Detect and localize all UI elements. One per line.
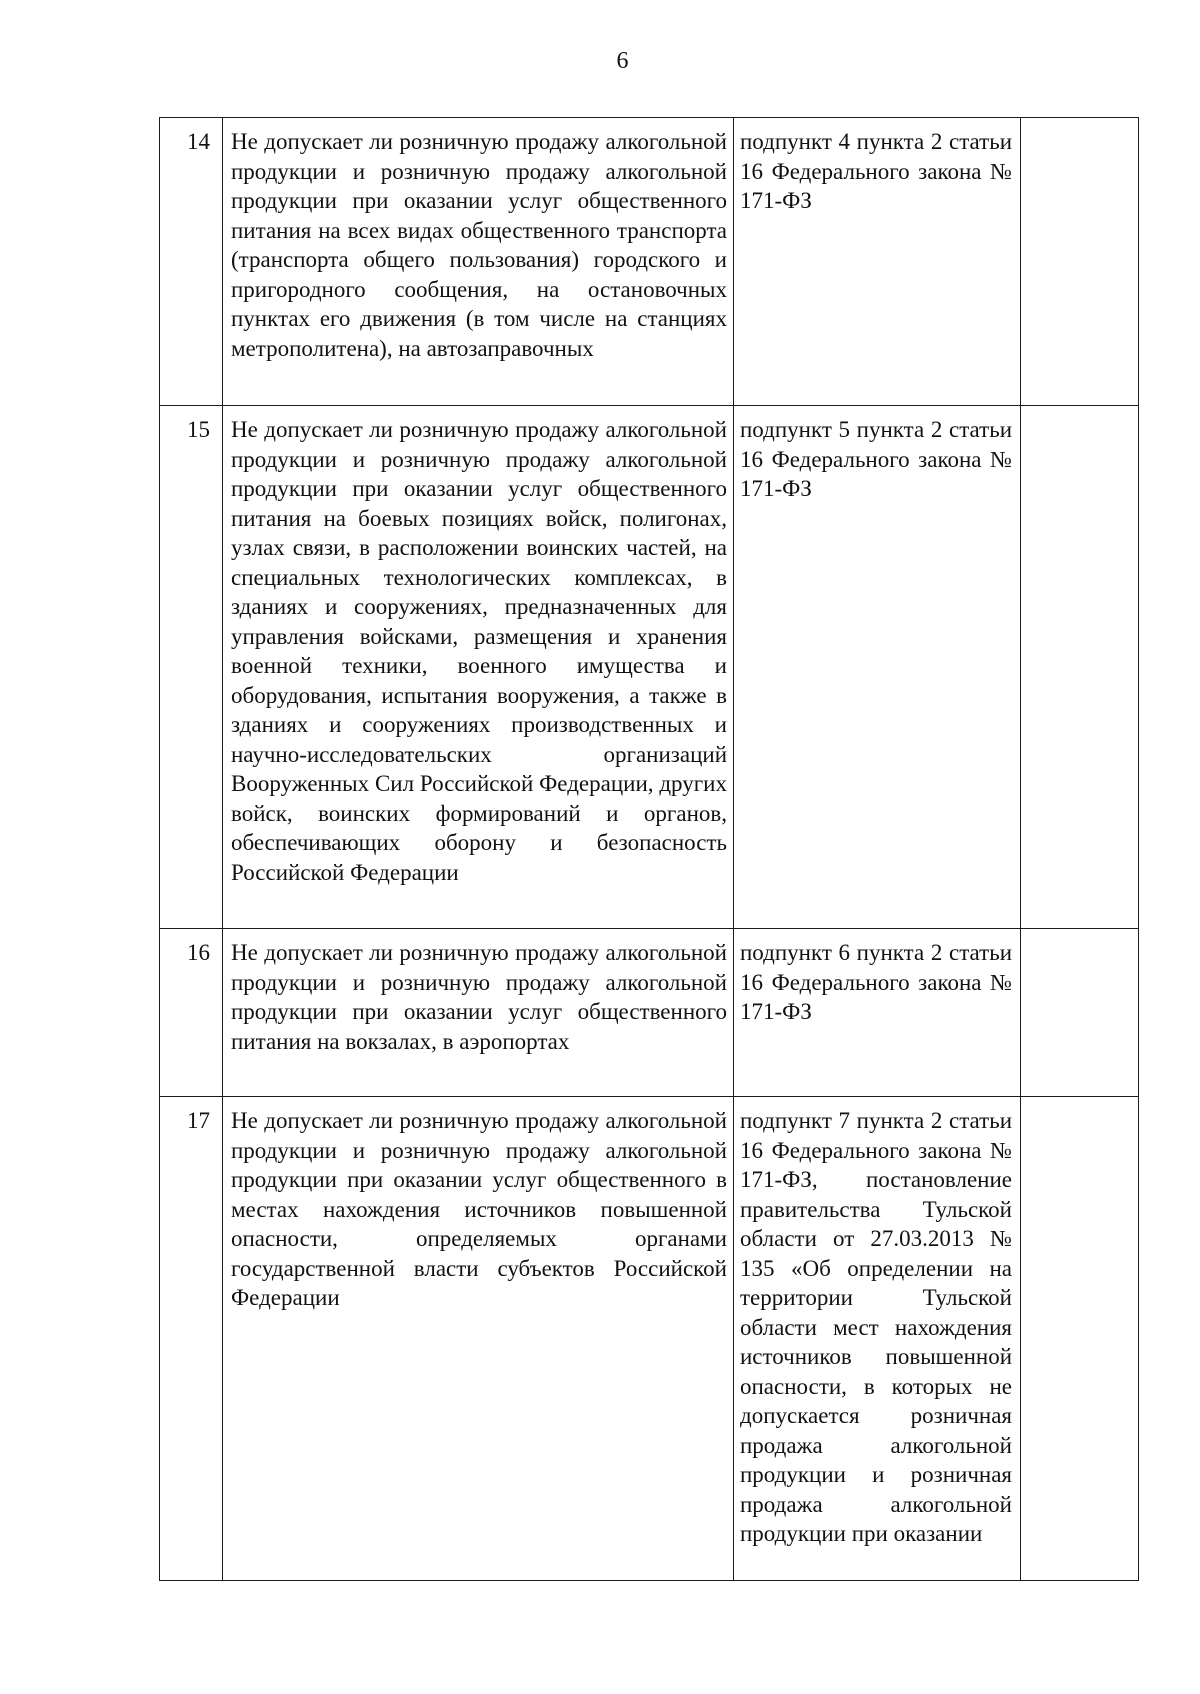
legal-reference-text: подпункт 7 пункта 2 статьи 16 Федерального закона № 171-ФЗ, постановление правительства Тульской области от 27.03.2013 № 135 «Об определении на территории Тульской области мест нахождения источников повышенной опасности, в которых не допускается розничная продажа алкогольной продукции и розничная продажа алкогольной продукции при оказании [740,1108,1012,1546]
note-cell [1021,406,1139,929]
requirement-text: Не допускает ли розничную продажу алкогольной продукции и розничную продажу алкогольной продукции при оказании услуг общественного питания на вокзалах, в аэропортах [231,940,727,1054]
legal-reference-cell [734,118,1021,406]
requirement-text: Не допускает ли розничную продажу алкогольной продукции и розничную продажу алкогольной продукции при оказании услуг общественного питания на боевых позициях войск, полигонах, узлах связи, в расположении воинских частей, на специальных технологических комплексах, в зданиях и сооружениях, предназначенных для управления войсками, размещения и хранения военной техники, военного имущества и оборудования, испытания вооружения, а также в зданиях и сооружениях производственных и научно-исследовательских организаций Вооруженных Сил Российской Федерации, других войск, воинских формирований и органов, обеспечивающих оборону и безопасность Российской Федерации [231,417,727,885]
row-number: 15 [160,406,223,929]
requirement-cell [223,1097,734,1581]
requirement-cell [223,118,734,406]
row-number: 16 [160,929,223,1097]
requirement-text: Не допускает ли розничную продажу алкогольной продукции и розничную продажу алкогольной продукции при оказании услуг общественного питания на всех видах общественного транспорта (транспорта общего пользования) городского и пригородного сообщения, на остановочных пунктах его движения (в том числе на станциях метрополитена), на автозаправочных [231,129,727,361]
legal-reference-text: подпункт 5 пункта 2 статьи 16 Федерального закона № 171-ФЗ [740,417,1012,501]
requirement-text: Не допускает ли розничную продажу алкогольной продукции и розничную продажу алкогольной продукции при оказании услуг общественного в местах нахождения источников повышенной опасности, определяемых органами государственной власти субъектов Российской Федерации [231,1108,727,1310]
table-row [160,118,1139,406]
table-row [160,929,1139,1097]
note-cell [1021,118,1139,406]
note-cell [1021,929,1139,1097]
requirement-cell [223,406,734,929]
legal-reference-cell [734,1097,1021,1581]
requirement-cell [223,929,734,1097]
note-cell [1021,1097,1139,1581]
requirements-table [159,117,1139,1581]
row-number: 17 [160,1097,223,1581]
table-row [160,406,1139,929]
legal-reference-text: подпункт 4 пункта 2 статьи 16 Федерального закона № 171-ФЗ [740,129,1012,213]
legal-reference-cell [734,406,1021,929]
legal-reference-text: подпункт 6 пункта 2 статьи 16 Федерального закона № 171-ФЗ [740,940,1012,1024]
legal-reference-cell [734,929,1021,1097]
table-row [160,1097,1139,1581]
page-number: 6 [616,48,629,74]
row-number: 14 [160,118,223,406]
